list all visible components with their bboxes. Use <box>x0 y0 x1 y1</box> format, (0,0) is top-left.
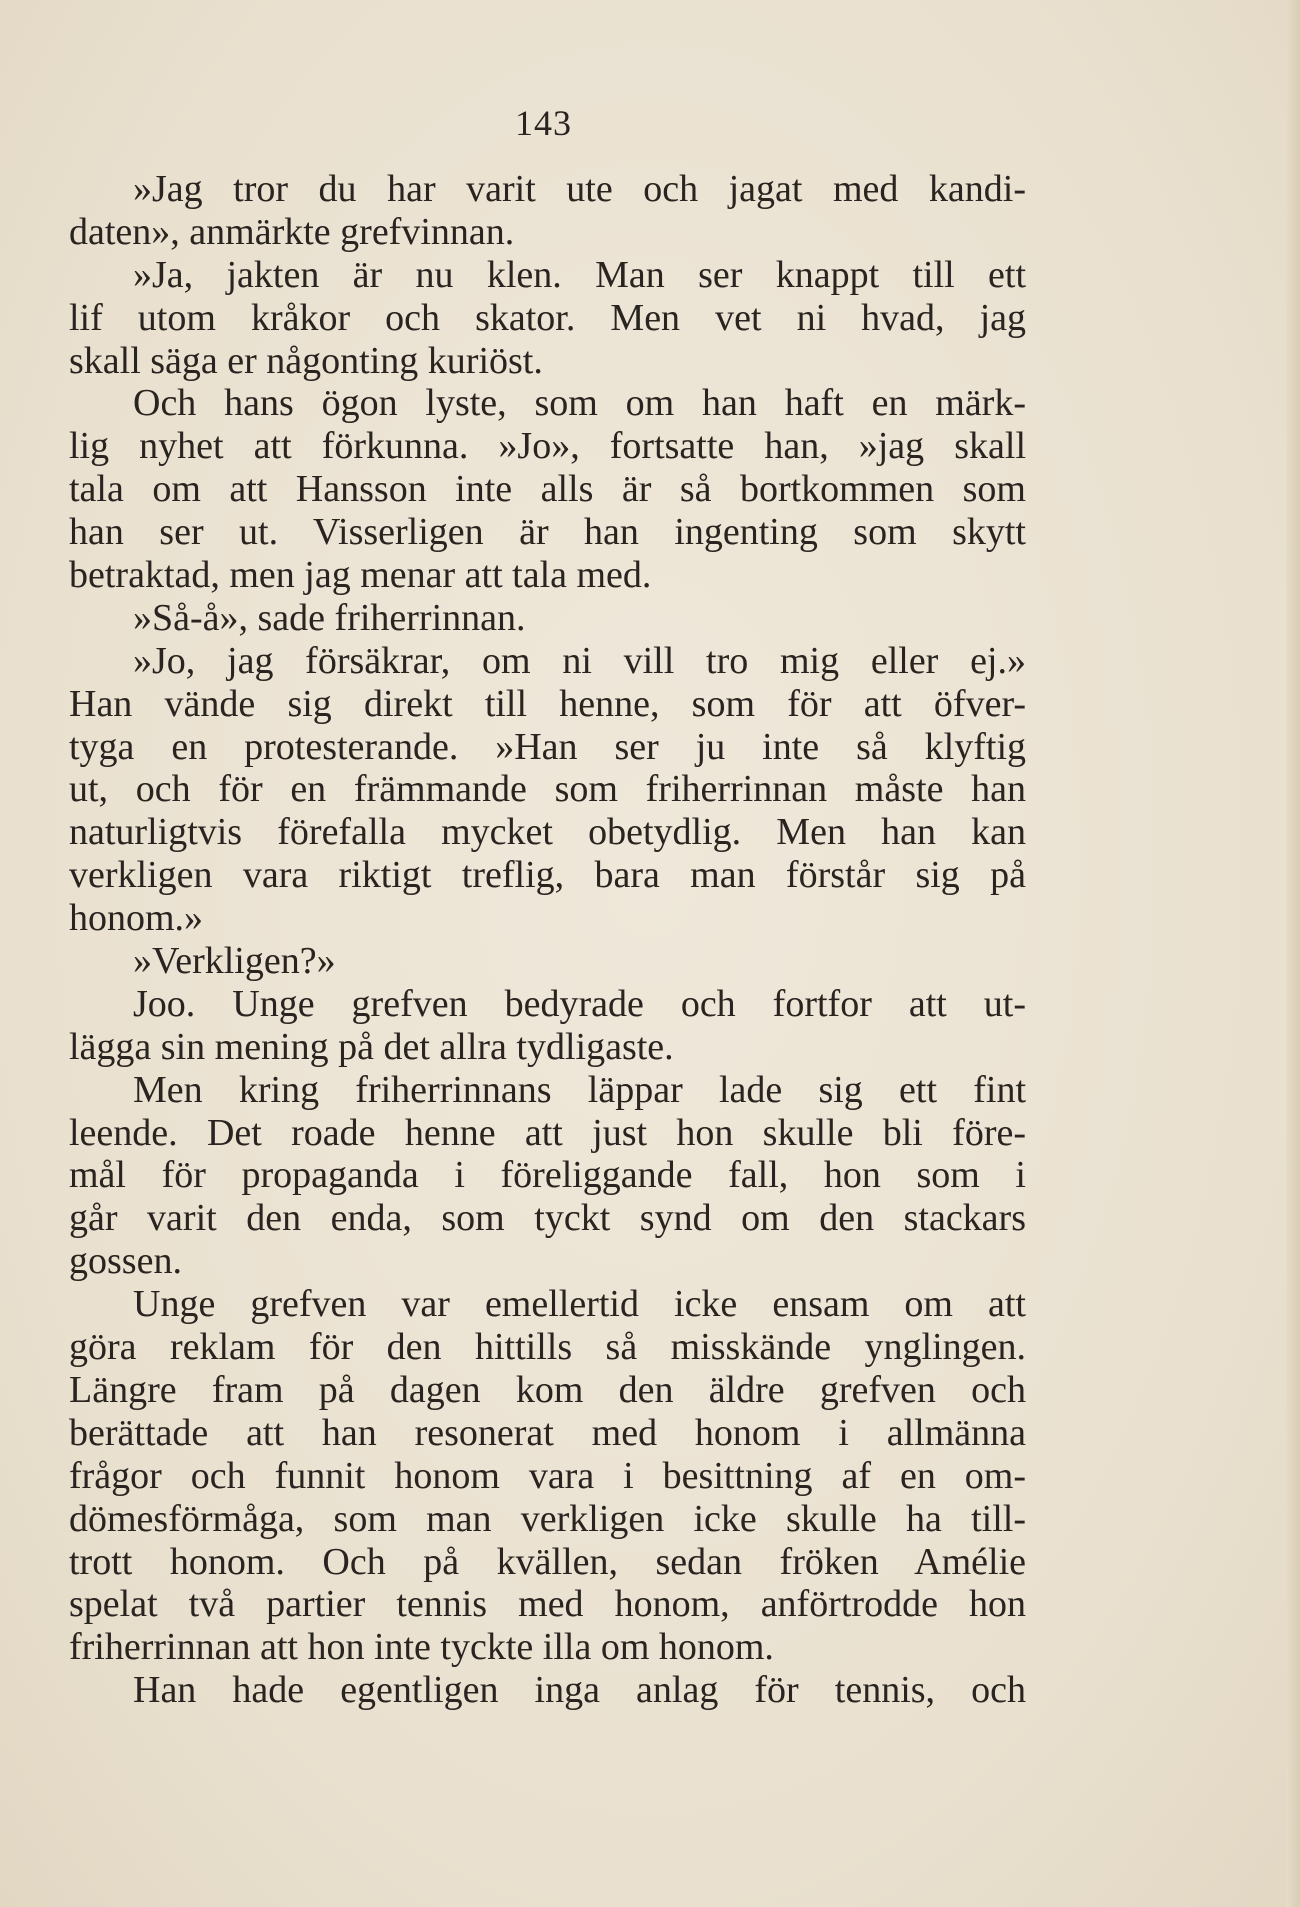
text-line: friherrinnan att hon inte tyckte illa om honom. <box>69 1626 774 1669</box>
text-line: Unge grefven var emellertid icke ensam om att <box>133 1283 1026 1326</box>
text-line: »Jag tror du har varit ute och jagat med kandi- <box>133 168 1026 210</box>
text-line: Men kring friherrinnans läppar lade sig ett fint <box>133 1068 1026 1111</box>
text-line: verkligen vara riktigt treflig, bara man förstår sig på <box>69 854 1026 897</box>
text-line: naturligtvis förefalla mycket obetydlig. Men han kan <box>69 811 1026 854</box>
text-line: skall säga er någonting kuriöst. <box>69 339 543 382</box>
text-line: honom.» <box>69 897 204 940</box>
text-line: lägga sin mening på det allra tydligaste. <box>69 1025 674 1068</box>
page-edge <box>1286 0 1300 1907</box>
text-line: dömesförmåga, som man verkligen icke skulle ha till- <box>69 1497 1026 1540</box>
text-line: leende. Det roade henne att just hon skulle bli före- <box>69 1111 1026 1154</box>
text-line: tala om att Hansson inte alls är så bortkommen som <box>69 468 1026 511</box>
text-line: »Jo, jag försäkrar, om ni vill tro mig eller ej.» <box>133 639 1026 682</box>
text-line: »Verkligen?» <box>133 940 336 983</box>
text-line: Han hade egentligen inga anlag för tennis, och <box>133 1669 1026 1712</box>
text-line: trott honom. Och på kvällen, sedan fröken Amélie <box>69 1540 1026 1583</box>
text-line: lif utom kråkor och skator. Men vet ni hvad, jag <box>69 296 1026 339</box>
text-line: går varit den enda, som tyckt synd om den stackars <box>69 1197 1026 1240</box>
text-line: frågor och funnit honom vara i besittning af en om- <box>69 1454 1026 1497</box>
text-line: »Så-å», sade friherrinnan. <box>133 596 526 639</box>
text-line: lig nyhet att förkunna. »Jo», fortsatte han, »jag skall <box>69 425 1026 468</box>
page-number: 143 <box>515 103 572 143</box>
text-line: göra reklam för den hittills så misskände ynglingen. <box>69 1326 1026 1369</box>
text-line: tyga en protesterande. »Han ser ju inte så klyftig <box>69 725 1026 768</box>
text-line: Längre fram på dagen kom den äldre grefven och <box>69 1368 1026 1411</box>
text-line: spelat två partier tennis med honom, anförtrodde hon <box>69 1583 1026 1626</box>
text-line: Han vände sig direkt till henne, som för att öfver- <box>69 682 1026 725</box>
text-line: »Ja, jakten är nu klen. Man ser knappt till ett <box>133 253 1026 296</box>
text-line: ut, och för en främmande som friherrinnan måste han <box>69 768 1026 811</box>
text-line: betraktad, men jag menar att tala med. <box>69 554 652 597</box>
text-line: berättade att han resonerat med honom i allmänna <box>69 1411 1026 1454</box>
text-line: daten», anmärkte grefvinnan. <box>69 210 515 253</box>
text-line: Joo. Unge grefven bedyrade och fortfor att ut- <box>133 982 1026 1025</box>
text-line: Och hans ögon lyste, som om han haft en märk- <box>133 382 1026 425</box>
text-line: han ser ut. Visserligen är han ingenting som skytt <box>69 511 1026 554</box>
text-line: mål för propaganda i föreliggande fall, hon som i <box>69 1154 1026 1197</box>
body-text <box>69 168 1026 1712</box>
text-line: gossen. <box>69 1240 182 1283</box>
